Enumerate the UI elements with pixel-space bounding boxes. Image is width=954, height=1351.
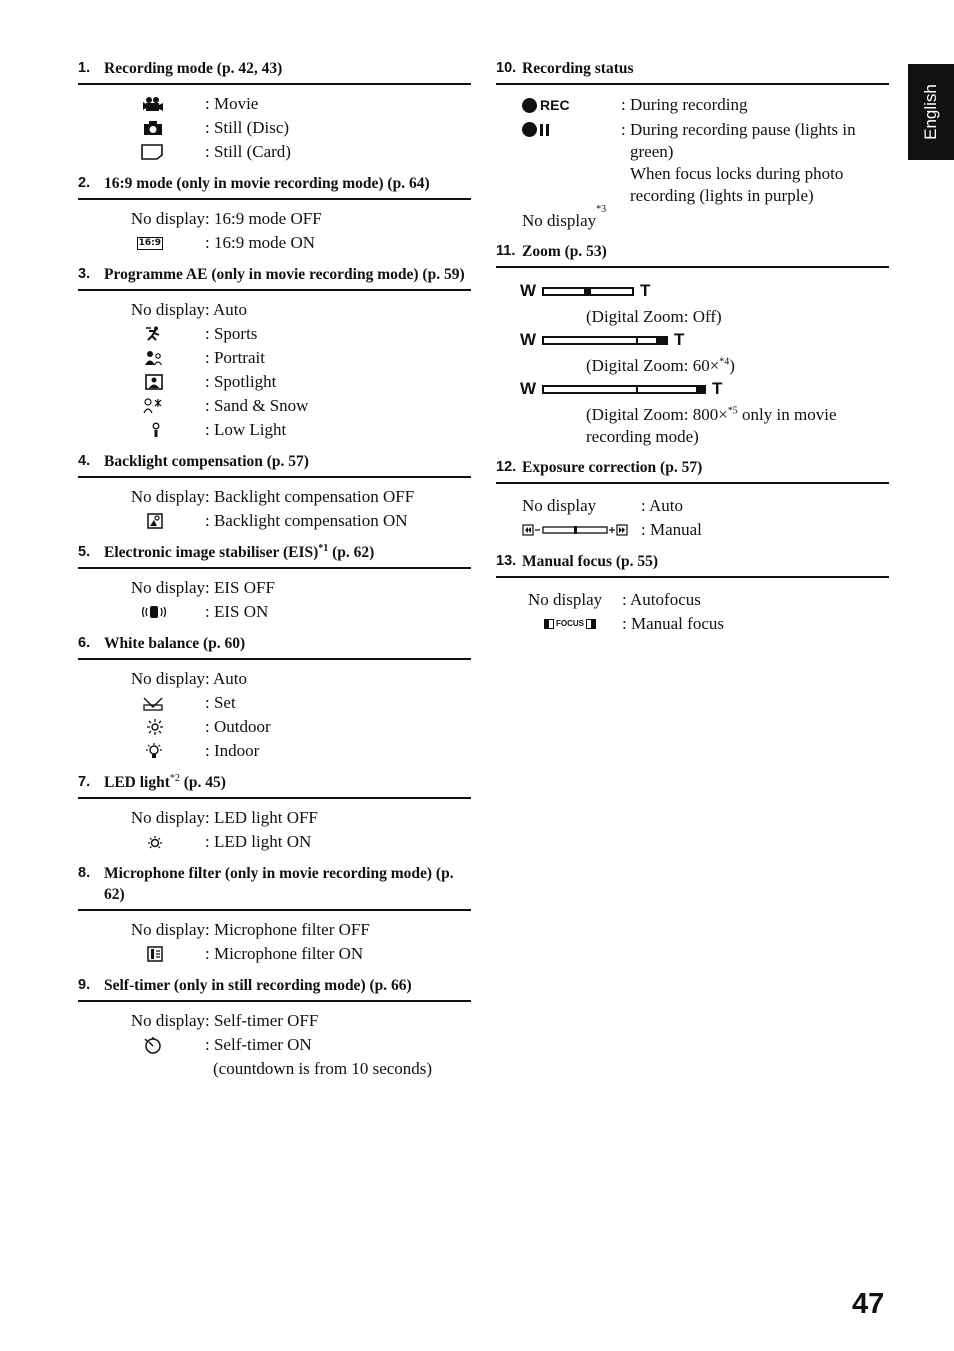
- section-exposure: 12. Exposure correction (p. 57) No display : Auto : Manual: [496, 457, 889, 542]
- section-self-timer: 9. Self-timer (only in still recording mode) (p. 66) No display : Self-timer OFF : Self-timer ON (countdown is from 10 seconds): [78, 975, 471, 1081]
- section-title: Programme AE (only in movie recording mode) (p. 59): [104, 266, 465, 283]
- exposure-slider-icon: [522, 524, 634, 536]
- section-title: Backlight compensation (p. 57): [104, 453, 309, 470]
- section-recording-status: 10. Recording status REC : During recording : During recording pause (lights in green) When focus locks during photo recording (lights in purple) No display *3: [496, 58, 889, 232]
- section-title: Electronic image stabiliser (EIS)$^{*1}$ (p. 62): [104, 542, 375, 561]
- section-16-9-mode: 2. 16:9 mode (only in movie recording mode) (p. 64) No display : 16:9 mode OFF 16:9 : 16:9 mode ON: [78, 173, 471, 255]
- section-title: Recording status: [522, 60, 634, 77]
- stabiliser-hand-icon: [141, 604, 167, 620]
- memory-card-icon: [141, 144, 163, 160]
- spotlight-icon: [145, 374, 163, 390]
- portrait-icon: [145, 350, 163, 366]
- movie-camera-icon: [143, 96, 163, 112]
- right-column: [496, 58, 889, 645]
- pause-icon: [522, 122, 549, 137]
- page-number: 47: [852, 1288, 885, 1320]
- section-programme-ae: 3. Programme AE (only in movie recording mode) (p. 59) No display : Auto : Sports : Portrait : Spotlight : Sand & Snow : Low Light: [78, 264, 471, 442]
- left-column: [78, 58, 471, 1090]
- manual-focus-icon: FOCUS: [544, 612, 596, 636]
- backlight-icon: [147, 513, 163, 529]
- white-balance-set-icon: [143, 695, 163, 711]
- zoom-indicator-60x: W T: [520, 330, 685, 349]
- section-backlight: 4. Backlight compensation (p. 57) No display : Backlight compensation OFF : Backlight compensation ON: [78, 451, 471, 533]
- record-dot-icon: [522, 98, 537, 113]
- section-title: Exposure correction (p. 57): [522, 459, 703, 476]
- zoom-bar: [542, 336, 668, 345]
- still-camera-icon: [143, 120, 163, 136]
- section-title: Microphone filter (only in movie recording mode) (p. 62): [104, 865, 454, 903]
- section-manual-focus: 13. Manual focus (p. 55) No display : Autofocus FOCUS : Manual focus: [496, 551, 889, 636]
- sand-snow-icon: [143, 398, 163, 414]
- low-light-icon: [149, 422, 163, 438]
- section-white-balance: 6. White balance (p. 60) No display : Auto : Set : Outdoor : Indoor: [78, 633, 471, 763]
- microphone-filter-icon: [147, 946, 163, 962]
- section-zoom: 11. Zoom (p. 53) W T (Digital Zoom: Off) W T (Digital Zoom: 60×$^{*4}$) W T (Digital Zoom: 800×$^{*5}$ only in movie recording mode): [496, 241, 889, 448]
- wide-mode-icon: 16:9: [138, 237, 161, 248]
- section-led-light: 7. LED light$^{*2}$ (p. 45) No display : LED light OFF : LED light ON: [78, 772, 471, 854]
- sun-outdoor-icon: [147, 719, 163, 735]
- language-label: English: [921, 84, 940, 140]
- section-microphone-filter: 8. Microphone filter (only in movie recording mode) (p. 62) No display : Microphone filter OFF : Microphone filter ON: [78, 863, 471, 966]
- led-light-icon: [147, 834, 163, 850]
- section-title: White balance (p. 60): [104, 635, 246, 652]
- language-tab: [908, 64, 954, 160]
- rec-label: REC: [540, 97, 570, 113]
- section-title: Manual focus (p. 55): [522, 553, 659, 570]
- section-title: 16:9 mode (only in movie recording mode) (p. 64): [104, 175, 430, 192]
- section-title: Self-timer (only in still recording mode) (p. 66): [104, 977, 412, 994]
- section-eis: 5. Electronic image stabiliser (EIS)$^{*1}$ (p. 62) No display : EIS OFF : EIS ON: [78, 542, 471, 624]
- zoom-bar: [542, 287, 634, 296]
- zoom-indicator-800x: W T: [520, 379, 723, 398]
- light-bulb-indoor-icon: [145, 743, 163, 759]
- self-timer-icon: [143, 1036, 163, 1054]
- section-title: Zoom (p. 53): [522, 243, 607, 260]
- section-recording-mode: 1. Recording mode (p. 42, 43) : Movie : Still (Disc) : Still (Card): [78, 58, 471, 164]
- sports-icon: [145, 326, 163, 342]
- zoom-indicator-off: W T: [520, 281, 651, 300]
- section-title: LED light$^{*2}$ (p. 45): [104, 772, 226, 791]
- section-title: Recording mode (p. 42, 43): [104, 60, 283, 77]
- zoom-bar: [542, 385, 706, 394]
